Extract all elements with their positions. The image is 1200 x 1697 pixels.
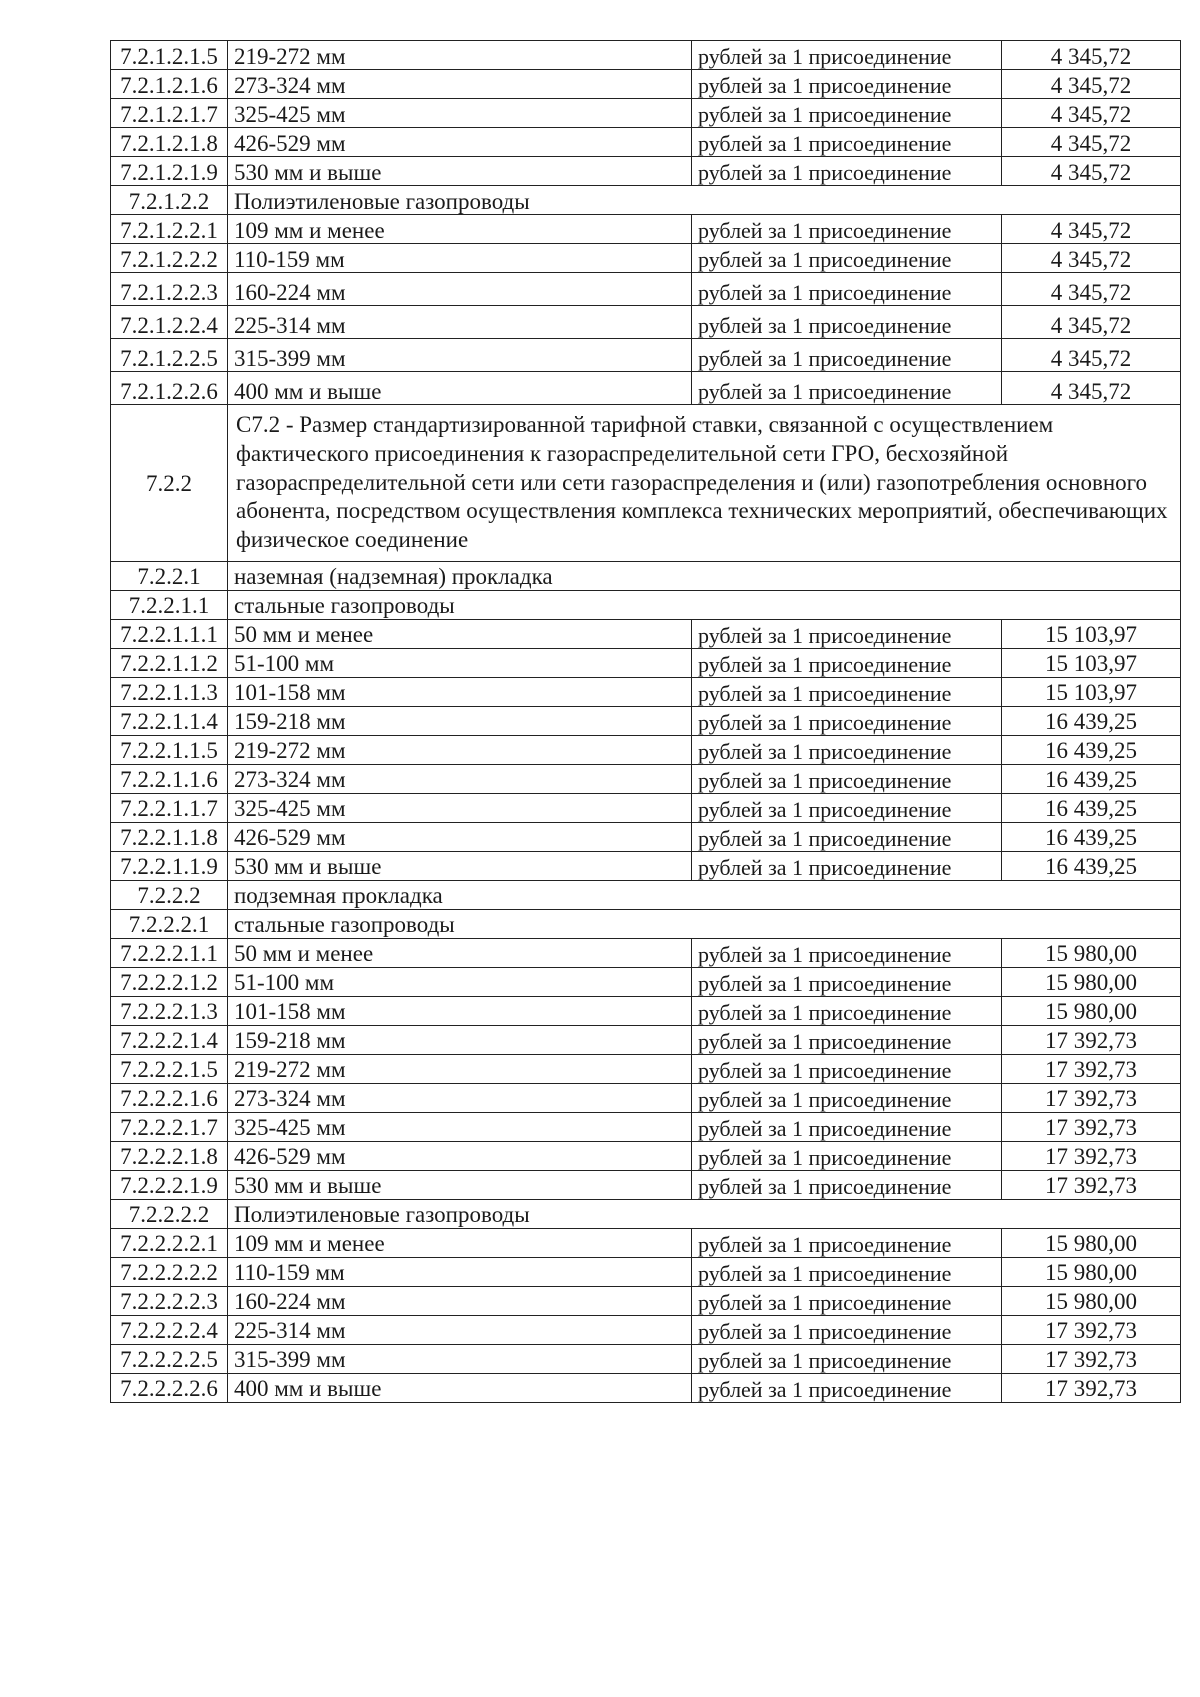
section-row — [111, 909, 1181, 938]
row-unit: рублей за 1 присоединение — [692, 1373, 1002, 1402]
row-description: 219-272 мм — [228, 1054, 692, 1083]
row-value: 16 439,25 — [1002, 822, 1181, 851]
table-row — [111, 215, 1181, 244]
table-row — [111, 1083, 1181, 1112]
row-description: 101-158 мм — [228, 677, 692, 706]
table-row — [111, 99, 1181, 128]
row-code: 7.2.2.2.2.6 — [111, 1373, 228, 1402]
section-title: стальные газопроводы — [228, 590, 1181, 619]
section-code: 7.2.2.1 — [111, 561, 228, 590]
row-unit: рублей за 1 присоединение — [692, 41, 1002, 70]
row-description: 325-425 мм — [228, 1112, 692, 1141]
row-code: 7.2.1.2.2.2 — [111, 244, 228, 273]
row-code: 7.2.2.2.2.3 — [111, 1286, 228, 1315]
table-row — [111, 157, 1181, 186]
row-value: 17 392,73 — [1002, 1373, 1181, 1402]
row-unit: рублей за 1 присоединение — [692, 1344, 1002, 1373]
table-row — [111, 244, 1181, 273]
section-code: 7.2.1.2.2 — [111, 186, 228, 215]
row-unit: рублей за 1 присоединение — [692, 1054, 1002, 1083]
row-description: 400 мм и выше — [228, 1373, 692, 1402]
row-description: 315-399 мм — [228, 339, 692, 372]
section-row — [111, 1199, 1181, 1228]
row-value: 15 980,00 — [1002, 1257, 1181, 1286]
paragraph-code: 7.2.2 — [111, 405, 228, 562]
row-description: 110-159 мм — [228, 244, 692, 273]
row-value: 15 103,97 — [1002, 619, 1181, 648]
row-value: 4 345,72 — [1002, 157, 1181, 186]
row-code: 7.2.2.2.1.2 — [111, 967, 228, 996]
section-title: наземная (надземная) прокладка — [228, 561, 1181, 590]
row-code: 7.2.1.2.1.8 — [111, 128, 228, 157]
table-row — [111, 822, 1181, 851]
row-description: 160-224 мм — [228, 1286, 692, 1315]
table-row — [111, 677, 1181, 706]
section-title: Полиэтиленовые газопроводы — [228, 186, 1181, 215]
row-description: 159-218 мм — [228, 1025, 692, 1054]
row-unit: рублей за 1 присоединение — [692, 648, 1002, 677]
row-code: 7.2.2.2.1.7 — [111, 1112, 228, 1141]
section-row — [111, 590, 1181, 619]
row-value: 17 392,73 — [1002, 1315, 1181, 1344]
row-description: 530 мм и выше — [228, 1170, 692, 1199]
row-description: 273-324 мм — [228, 70, 692, 99]
row-description: 109 мм и менее — [228, 1228, 692, 1257]
row-code: 7.2.2.1.1.7 — [111, 793, 228, 822]
row-description: 109 мм и менее — [228, 215, 692, 244]
table-row — [111, 735, 1181, 764]
row-value: 17 392,73 — [1002, 1141, 1181, 1170]
row-code: 7.2.2.2.2.5 — [111, 1344, 228, 1373]
table-row — [111, 1228, 1181, 1257]
row-description: 50 мм и менее — [228, 619, 692, 648]
row-unit: рублей за 1 присоединение — [692, 215, 1002, 244]
row-code: 7.2.1.2.2.3 — [111, 273, 228, 306]
row-unit: рублей за 1 присоединение — [692, 822, 1002, 851]
row-code: 7.2.1.2.2.5 — [111, 339, 228, 372]
row-code: 7.2.2.1.1.2 — [111, 648, 228, 677]
row-code: 7.2.2.2.1.6 — [111, 1083, 228, 1112]
table-row — [111, 339, 1181, 372]
row-description: 530 мм и выше — [228, 851, 692, 880]
row-unit: рублей за 1 присоединение — [692, 1257, 1002, 1286]
row-description: 530 мм и выше — [228, 157, 692, 186]
row-description: 51-100 мм — [228, 648, 692, 677]
row-code: 7.2.1.2.1.9 — [111, 157, 228, 186]
row-code: 7.2.1.2.2.1 — [111, 215, 228, 244]
table-row — [111, 619, 1181, 648]
row-value: 17 392,73 — [1002, 1083, 1181, 1112]
row-code: 7.2.2.1.1.9 — [111, 851, 228, 880]
row-value: 4 345,72 — [1002, 99, 1181, 128]
row-value: 16 439,25 — [1002, 793, 1181, 822]
row-code: 7.2.2.2.1.5 — [111, 1054, 228, 1083]
row-description: 325-425 мм — [228, 99, 692, 128]
row-value: 4 345,72 — [1002, 244, 1181, 273]
row-code: 7.2.2.1.1.8 — [111, 822, 228, 851]
row-value: 4 345,72 — [1002, 273, 1181, 306]
row-description: 101-158 мм — [228, 996, 692, 1025]
table-row — [111, 648, 1181, 677]
table-row — [111, 938, 1181, 967]
row-description: 225-314 мм — [228, 1315, 692, 1344]
row-value: 16 439,25 — [1002, 706, 1181, 735]
row-code: 7.2.2.2.2.4 — [111, 1315, 228, 1344]
row-value: 15 980,00 — [1002, 996, 1181, 1025]
row-unit: рублей за 1 присоединение — [692, 967, 1002, 996]
row-unit: рублей за 1 присоединение — [692, 1228, 1002, 1257]
section-code: 7.2.2.2.2 — [111, 1199, 228, 1228]
row-unit: рублей за 1 присоединение — [692, 1025, 1002, 1054]
row-value: 15 103,97 — [1002, 648, 1181, 677]
table-row — [111, 1373, 1181, 1402]
row-unit: рублей за 1 присоединение — [692, 764, 1002, 793]
table-row — [111, 1141, 1181, 1170]
row-value: 4 345,72 — [1002, 215, 1181, 244]
table-row — [111, 1286, 1181, 1315]
table-row — [111, 1025, 1181, 1054]
row-description: 400 мм и выше — [228, 372, 692, 405]
table-row — [111, 851, 1181, 880]
table-row — [111, 1112, 1181, 1141]
row-description: 426-529 мм — [228, 128, 692, 157]
row-value: 17 392,73 — [1002, 1025, 1181, 1054]
table-row — [111, 128, 1181, 157]
row-code: 7.2.2.1.1.6 — [111, 764, 228, 793]
row-unit: рублей за 1 присоединение — [692, 372, 1002, 405]
row-unit: рублей за 1 присоединение — [692, 851, 1002, 880]
row-value: 17 392,73 — [1002, 1344, 1181, 1373]
table-row — [111, 764, 1181, 793]
row-unit: рублей за 1 присоединение — [692, 1083, 1002, 1112]
row-description: 219-272 мм — [228, 41, 692, 70]
row-value: 15 980,00 — [1002, 938, 1181, 967]
row-unit: рублей за 1 присоединение — [692, 70, 1002, 99]
row-value: 15 980,00 — [1002, 1228, 1181, 1257]
row-value: 4 345,72 — [1002, 70, 1181, 99]
table-row — [111, 1344, 1181, 1373]
row-code: 7.2.1.2.1.6 — [111, 70, 228, 99]
row-value: 15 103,97 — [1002, 677, 1181, 706]
row-code: 7.2.2.2.2.2 — [111, 1257, 228, 1286]
table-row — [111, 41, 1181, 70]
row-unit: рублей за 1 присоединение — [692, 339, 1002, 372]
row-code: 7.2.1.2.1.5 — [111, 41, 228, 70]
row-code: 7.2.2.1.1.3 — [111, 677, 228, 706]
row-description: 325-425 мм — [228, 793, 692, 822]
row-code: 7.2.2.2.1.3 — [111, 996, 228, 1025]
row-unit: рублей за 1 присоединение — [692, 99, 1002, 128]
row-value: 4 345,72 — [1002, 339, 1181, 372]
row-unit: рублей за 1 присоединение — [692, 1170, 1002, 1199]
row-code: 7.2.2.1.1.5 — [111, 735, 228, 764]
row-code: 7.2.2.2.1.8 — [111, 1141, 228, 1170]
tariff-table-body — [111, 41, 1181, 1403]
row-value: 16 439,25 — [1002, 764, 1181, 793]
row-unit: рублей за 1 присоединение — [692, 1286, 1002, 1315]
row-unit: рублей за 1 присоединение — [692, 157, 1002, 186]
row-unit: рублей за 1 присоединение — [692, 938, 1002, 967]
section-code: 7.2.2.1.1 — [111, 590, 228, 619]
row-unit: рублей за 1 присоединение — [692, 1112, 1002, 1141]
table-row — [111, 306, 1181, 339]
table-row — [111, 967, 1181, 996]
section-title: подземная прокладка — [228, 880, 1181, 909]
row-value: 15 980,00 — [1002, 967, 1181, 996]
table-row — [111, 996, 1181, 1025]
table-row — [111, 1257, 1181, 1286]
row-unit: рублей за 1 присоединение — [692, 128, 1002, 157]
row-unit: рублей за 1 присоединение — [692, 306, 1002, 339]
table-row — [111, 1315, 1181, 1344]
table-row — [111, 1054, 1181, 1083]
section-title: Полиэтиленовые газопроводы — [228, 1199, 1181, 1228]
paragraph-row — [111, 405, 1181, 562]
section-row — [111, 186, 1181, 215]
row-code: 7.2.2.2.1.1 — [111, 938, 228, 967]
row-code: 7.2.1.2.1.7 — [111, 99, 228, 128]
section-row — [111, 880, 1181, 909]
row-unit: рублей за 1 присоединение — [692, 619, 1002, 648]
tariff-table — [110, 40, 1181, 1403]
section-code: 7.2.2.2 — [111, 880, 228, 909]
row-value: 4 345,72 — [1002, 306, 1181, 339]
row-code: 7.2.1.2.2.6 — [111, 372, 228, 405]
row-description: 219-272 мм — [228, 735, 692, 764]
paragraph-text: С7.2 - Размер стандартизированной тарифной ставки, связанной с осуществлением фактического присоединения к газораспределительной сети ГРО, бесхозяйной газораспределительной сети или сети газораспределения и (или) газопотребления основного абонента, посредством осуществления комплекса технических мероприятий, обеспечивающих физическое соединение — [228, 405, 1181, 562]
row-code: 7.2.1.2.2.4 — [111, 306, 228, 339]
row-code: 7.2.2.1.1.1 — [111, 619, 228, 648]
row-value: 4 345,72 — [1002, 41, 1181, 70]
row-unit: рублей за 1 присоединение — [692, 735, 1002, 764]
row-description: 426-529 мм — [228, 822, 692, 851]
row-description: 225-314 мм — [228, 306, 692, 339]
row-description: 160-224 мм — [228, 273, 692, 306]
row-description: 315-399 мм — [228, 1344, 692, 1373]
table-row — [111, 1170, 1181, 1199]
row-value: 17 392,73 — [1002, 1170, 1181, 1199]
row-description: 50 мм и менее — [228, 938, 692, 967]
row-description: 110-159 мм — [228, 1257, 692, 1286]
row-description: 159-218 мм — [228, 706, 692, 735]
table-row — [111, 706, 1181, 735]
row-unit: рублей за 1 присоединение — [692, 793, 1002, 822]
table-row — [111, 70, 1181, 99]
table-row — [111, 372, 1181, 405]
table-row — [111, 273, 1181, 306]
row-value: 4 345,72 — [1002, 128, 1181, 157]
row-unit: рублей за 1 присоединение — [692, 706, 1002, 735]
row-description: 273-324 мм — [228, 764, 692, 793]
row-unit: рублей за 1 присоединение — [692, 1315, 1002, 1344]
row-value: 16 439,25 — [1002, 851, 1181, 880]
row-code: 7.2.2.1.1.4 — [111, 706, 228, 735]
row-unit: рублей за 1 присоединение — [692, 996, 1002, 1025]
row-description: 426-529 мм — [228, 1141, 692, 1170]
section-row — [111, 561, 1181, 590]
row-value: 17 392,73 — [1002, 1054, 1181, 1083]
row-value: 4 345,72 — [1002, 372, 1181, 405]
row-unit: рублей за 1 присоединение — [692, 1141, 1002, 1170]
table-row — [111, 793, 1181, 822]
row-description: 273-324 мм — [228, 1083, 692, 1112]
section-title: стальные газопроводы — [228, 909, 1181, 938]
row-value: 17 392,73 — [1002, 1112, 1181, 1141]
row-unit: рублей за 1 присоединение — [692, 677, 1002, 706]
row-value: 15 980,00 — [1002, 1286, 1181, 1315]
row-unit: рублей за 1 присоединение — [692, 273, 1002, 306]
row-value: 16 439,25 — [1002, 735, 1181, 764]
row-description: 51-100 мм — [228, 967, 692, 996]
row-code: 7.2.2.2.2.1 — [111, 1228, 228, 1257]
row-unit: рублей за 1 присоединение — [692, 244, 1002, 273]
row-code: 7.2.2.2.1.4 — [111, 1025, 228, 1054]
section-code: 7.2.2.2.1 — [111, 909, 228, 938]
row-code: 7.2.2.2.1.9 — [111, 1170, 228, 1199]
